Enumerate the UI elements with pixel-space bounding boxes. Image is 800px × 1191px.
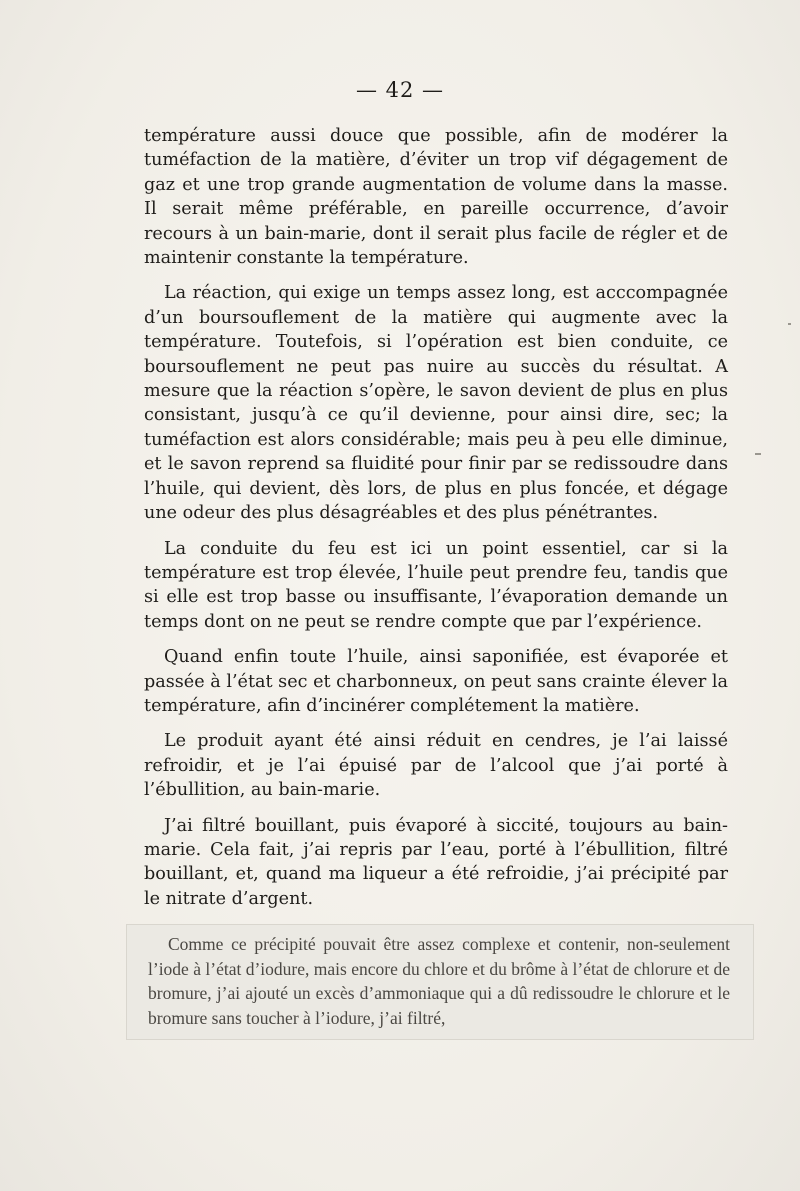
- pasted-paper-slip: [126, 924, 754, 1040]
- paragraph-3: La conduite du feu est ici un point essentiel, car si la température est trop élevée, l’huile peut prendre feu, tandis que si elle est trop basse ou insuffisante, l’évaporation demande un temps dont on ne peut se rendre compte que par l’expérience.: [144, 538, 728, 632]
- ink-speck: [788, 323, 791, 325]
- page-number: — 42 —: [355, 78, 445, 102]
- body-text: [144, 124, 728, 922]
- paragraph-5: Le produit ayant été ainsi réduit en cendres, je l’ai laissé refroidir, et je l’ai épuisé par de l’alcool que j’ai porté à l’ébullition, au bain-marie.: [144, 731, 728, 801]
- ink-speck: [755, 453, 761, 455]
- paragraph-6: J’ai filtré bouillant, puis évaporé à siccité, toujours au bain-marie. Cela fait, j’ai repris par l’eau, porté à l’ébullition, filtré bouillant, et, quand ma liqueur a été refroidie, j’ai précipité par le nitrate d’argent.: [144, 815, 728, 909]
- paragraph-2: La réaction, qui exige un temps assez long, est acccompagnée d’un boursouflement de la matière qui augmente avec la température. Toutefois, si l’opération est bien conduite, ce boursouflement ne peut pas nuire au succès du résultat. A mesure que la réaction s’opère, le savon devient de plus en plus consistant, jusqu’à ce qu’il devienne, pour ainsi dire, sec; la tuméfaction est alors considérable; mais peu à peu elle diminue, et le savon reprend sa fluidité pour finir par se redissoudre dans l’huile, qui devient, dès lors, de plus en plus foncée, et dégage une odeur des plus désagréables et des plus pénétrantes.: [144, 283, 728, 524]
- paragraph-1: température aussi douce que possible, afin de modérer la tuméfaction de la matière, d’éviter un trop vif dégagement de gaz et une trop grande augmentation de volume dans la masse. Il serait même préférable, en pareille occurrence, d’avoir recours à un bain-marie, dont il serait plus facile de régler et de maintenir constante la température.: [144, 126, 728, 269]
- slip-paragraph: Comme ce précipité pouvait être assez complexe et contenir, non-seulement l’iode à l’état d’iodure, mais encore du chlore et du brôme à l’état de chlorure et de bromure, j’ai ajouté un excès d’ammoniaque qui a dû redissoudre le chlorure et le bromure sans toucher à l’iodure, j’ai filtré,: [148, 934, 730, 1028]
- slip-text: [148, 932, 730, 1030]
- paragraph-4: Quand enfin toute l’huile, ainsi saponifiée, est évaporée et passée à l’état sec et charbonneux, on peut sans crainte élever la température, afin d’incinérer complétement la matière.: [144, 647, 728, 716]
